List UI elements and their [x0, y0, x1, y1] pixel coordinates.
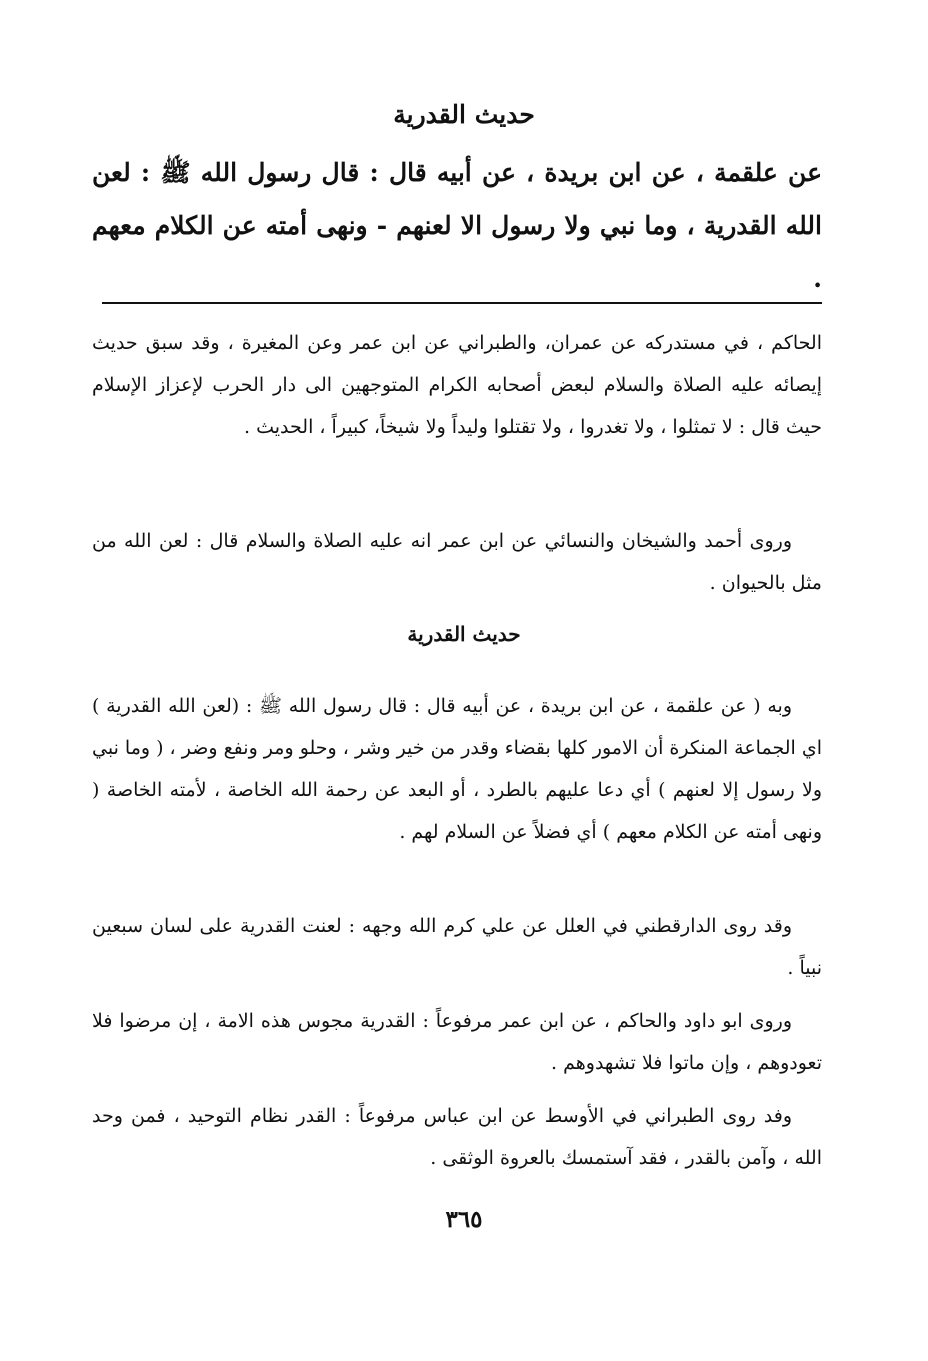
page-title: حديث القدرية: [393, 100, 535, 129]
commentary-paragraph-2: وقد روى الدارقطني في العلل عن علي كرم الله وجهه : لعنت القدرية على لسان سبعين نبياً .: [92, 915, 822, 979]
commentary-paragraph-3: وروى ابو داود والحاكم ، عن ابن عمر مرفوعاً : القدرية مجوس هذه الامة ، إن مرضوا فلا تعودوهم ، وإن ماتوا فلا تشهدوهم .: [92, 1010, 822, 1074]
page-number: ٣٦٥: [445, 1206, 483, 1233]
main-hadith-text: عن علقمة ، عن ابن بريدة ، عن أبيه قال : قال رسول الله ﷺ : لعن الله القدرية ، وما نبي ولا رسول الا لعنهم - ونهى أمته عن الكلام معهم .: [92, 158, 822, 293]
section-heading: حديث القدرية: [407, 622, 521, 646]
footnote-paragraph-1: الحاكم ، في مستدركه عن عمران، والطبراني عن ابن عمر وعن المغيرة ، وقد سبق حديث إيصائه عليه الصلاة والسلام لبعض أصحابه الكرام المتوجهين الى دار الحرب لإعزاز الإسلام حيث قال : لا تمثلوا ، ولا تغدروا ، ولا تقتلوا وليداً ولا شيخاً، كبيراً ، الحديث .: [92, 332, 822, 438]
commentary-paragraph-4: وفد روى الطبراني في الأوسط عن ابن عباس مرفوعاً : القدر نظام التوحيد ، فمن وحد الله ، وآمن بالقدر ، فقد آستمسك بالعروة الوثقى .: [92, 1105, 822, 1169]
commentary-paragraph-1: وبه ( عن علقمة ، عن ابن بريدة ، عن أبيه قال : قال رسول الله ﷺ : (لعن الله القدرية ) اي الجماعة المنكرة أن الامور كلها بقضاء وقدر من خير وشر ، وحلو ومر ونفع وضر ، ( وما نبي ولا رسول إلا لعنهم ) أي دعا عليهم بالطرد ، أو البعد عن رحمة الله الخاصة ، لأمته الخاصة ( ونهى أمته عن الكلام معهم ) أي فضلاً عن السلام لهم .: [92, 695, 822, 843]
footnote-paragraph-2: وروى أحمد والشيخان والنسائي عن ابن عمر انه عليه الصلاة والسلام قال : لعن الله من مثل بالحيوان .: [92, 530, 822, 594]
footnote-divider: [102, 302, 822, 304]
